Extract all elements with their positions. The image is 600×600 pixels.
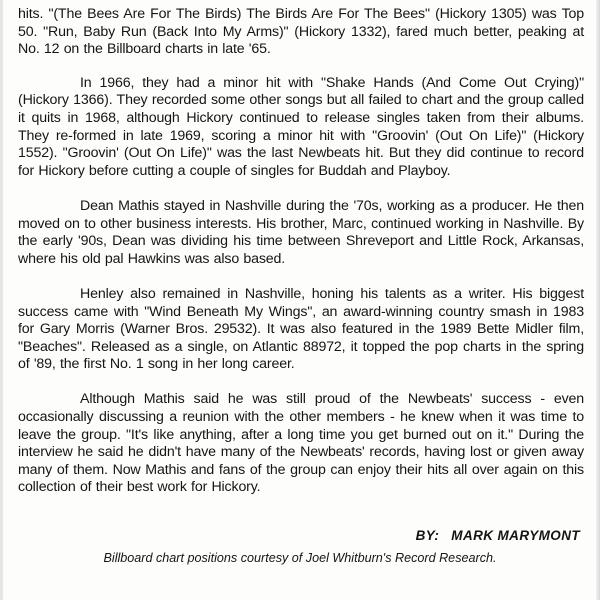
article-body	[18, 6, 584, 515]
scan-edge-right	[596, 0, 600, 600]
paragraph-5: Although Mathis said he was still proud of the Newbeats' success - even occasionally discussing a reunion with the other members - he knew when it was time to leave the group. "It's like anything, after a long time you get burned out on it." During the interview he said he didn't have many of the Newbeats' records, having lost or given away many of them. Now Mathis and fans of the group can enjoy their hits all over again on this collection of their best work for Hickory.	[18, 391, 584, 496]
byline-author: MARK MARYMONT	[451, 528, 580, 543]
paragraph-2: In 1966, they had a minor hit with "Shake Hands (And Come Out Crying)" (Hickory 1366). They recorded some other songs but all failed to chart and the group called it quits in 1968, although Hickory continued to release singles taken from their albums. They re-formed in late 1969, scoring a minor hit with "Groovin' (Out On Life)" (Hickory 1552). "Groovin' (Out On Life)" was the last Newbeats hit. But they did continue to record for Hickory before cutting a couple of singles for Buddah and Playboy.	[18, 74, 584, 179]
paragraph-3: Dean Mathis stayed in Nashville during the '70s, working as a producer. He then moved on to other business interests. His brother, Marc, continued working in Nashville. By the early '90s, Dean was dividing his time between Shreveport and Little Rock, Arkansas, where his old pal Hawkins was also based.	[18, 197, 584, 267]
chart-credit-note: Billboard chart positions courtesy of Joel Whitburn's Record Research.	[103, 551, 497, 565]
scan-edge-left	[0, 0, 3, 600]
paragraph-4: Henley also remained in Nashville, honing his talents as a writer. His biggest success came with "Wind Beneath My Wings", an award-winning country smash in 1983 for Gary Morris (Warner Bros. 29532). It was also featured in the 1989 Bette Midler film, "Beaches". Released as a single, on Atlantic 88972, it topped the pop charts in the spring of '89, the first No. 1 song in her long career.	[18, 285, 584, 373]
paragraph-1: hits. "(The Bees Are For The Birds) The Birds Are For The Bees" (Hickory 1305) was Top 50. "Run, Baby Run (Back Into My Arms)" (Hickory 1332), fared much better, peaking at No. 12 on the Billboard charts in late '65.	[18, 6, 584, 58]
byline-prefix: BY:	[415, 528, 440, 543]
byline	[416, 528, 580, 543]
